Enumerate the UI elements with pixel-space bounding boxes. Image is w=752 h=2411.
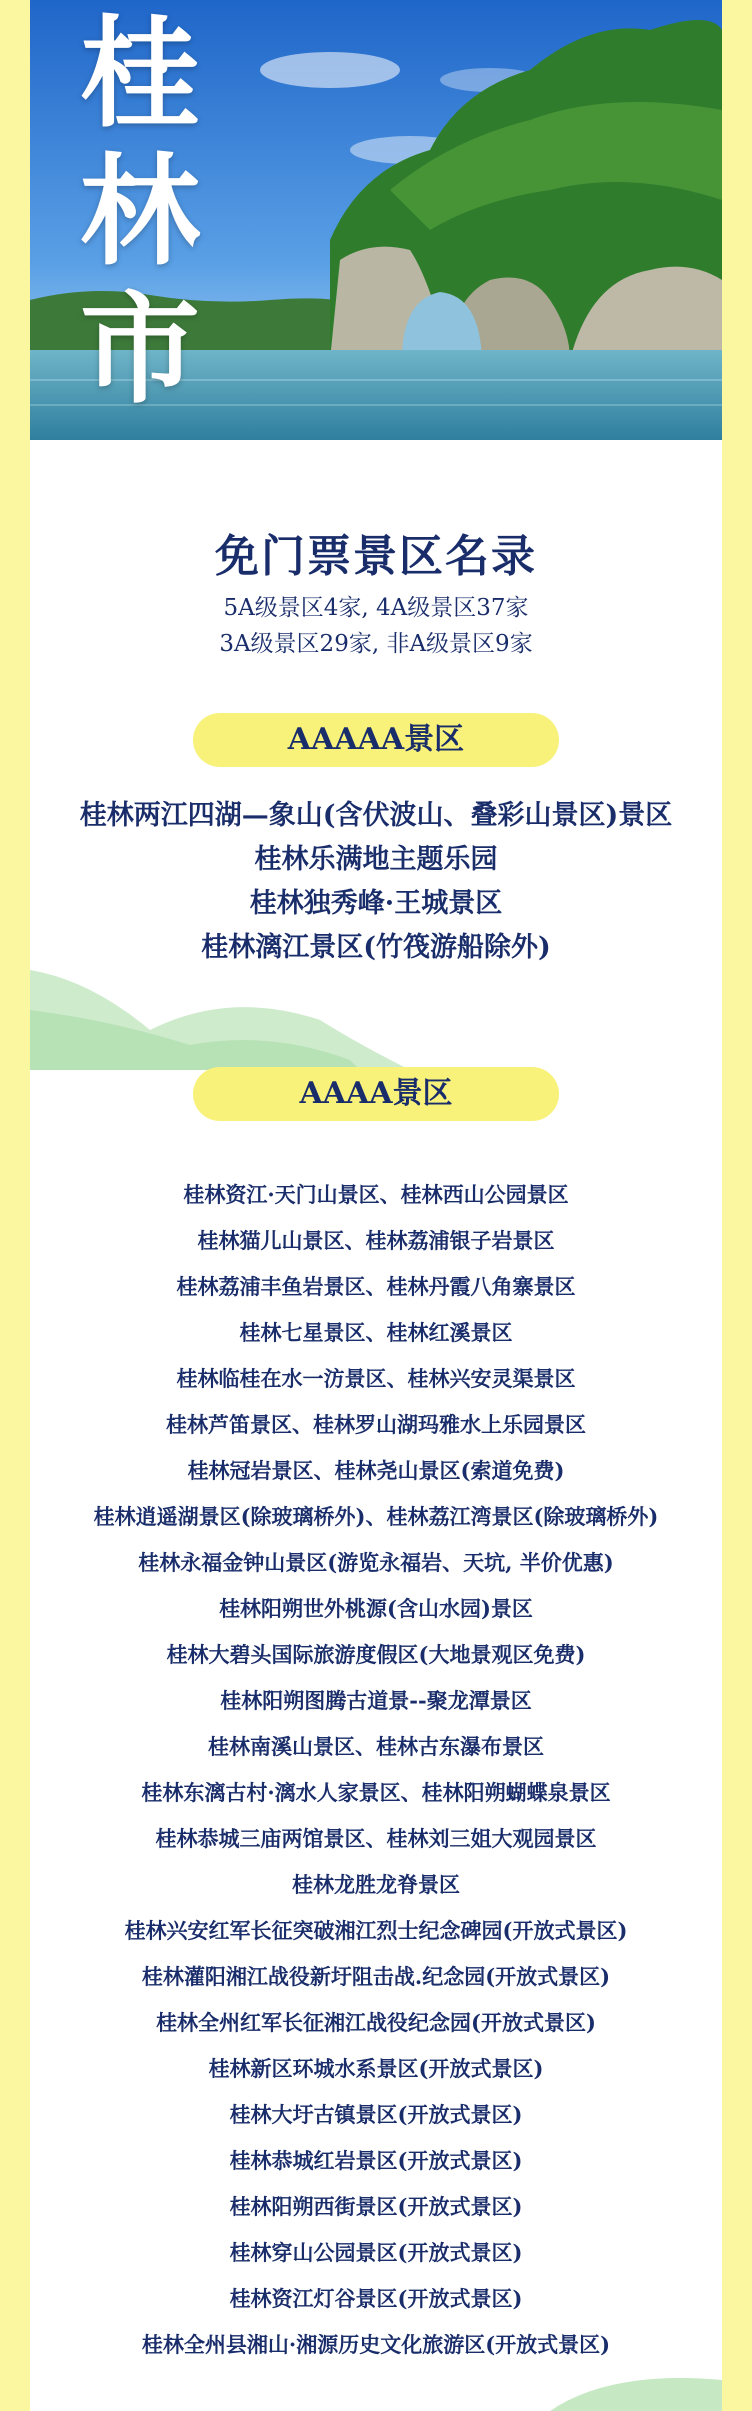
list-item: 桂林七星景区、桂林红溪景区 [239,1320,513,1345]
list-item: 桂林逍遥湖景区(除玻璃桥外)、桂林荔江湾景区(除玻璃桥外) [93,1504,659,1529]
list-item: 桂林全州县湘山·湘源历史文化旅游区(开放式景区) [141,2332,611,2357]
list-item: 桂林资江灯谷景区(开放式景区) [229,2286,523,2311]
list-item: 桂林龙胜龙脊景区 [292,1872,460,1897]
content-panel [30,0,722,2411]
list-item: 桂林穿山公园景区(开放式景区) [229,2240,523,2265]
city-title-char: 市 [80,281,200,420]
list-item: 桂林阳朔世外桃源(含山水园)景区 [219,1596,533,1621]
city-title-char: 桂 [80,5,200,144]
list-item: 桂林临桂在水一汸景区、桂林兴安灵渠景区 [176,1366,576,1391]
list-item: 桂林独秀峰·王城景区 [249,888,503,919]
summary [30,590,722,662]
list-5a [30,794,722,970]
hill-decoration-bottom [550,2370,722,2411]
list-item: 桂林南溪山景区、桂林古东瀑布景区 [208,1734,544,1759]
list-item: 桂林芦笛景区、桂林罗山湖玛雅水上乐园景区 [166,1412,586,1437]
list-item: 桂林乐满地主题乐园 [254,844,498,875]
list-item: 桂林阳朔西街景区(开放式景区) [229,2194,523,2219]
list-item: 桂林猫儿山景区、桂林荔浦银子岩景区 [197,1228,555,1253]
list-item: 桂林永福金钟山景区(游览永福岩、天坑, 半价优惠) [138,1550,614,1575]
list-item: 桂林兴安红军长征突破湘江烈士纪念碑园(开放式景区) [124,1918,628,1943]
list-item: 桂林灌阳湘江战役新圩阻击战.纪念园(开放式景区) [141,1964,611,1989]
list-item: 桂林荔浦丰鱼岩景区、桂林丹霞八角寨景区 [176,1274,576,1299]
section-label-4a: AAAA景区 [193,1067,559,1121]
section-label-5a: AAAAA景区 [193,713,559,767]
list-item: 桂林两江四湖—象山(含伏波山、叠彩山景区)景区 [79,800,673,831]
list-item: 桂林全州红军长征湘江战役纪念园(开放式景区) [156,2010,596,2035]
list-item: 桂林新区环城水系景区(开放式景区) [208,2056,544,2081]
city-title [70,6,210,420]
elephant-trunk-hill-photo [30,0,722,440]
list-item: 桂林阳朔图腾古道景--聚龙潭景区 [220,1688,532,1713]
summary-line: 3A级景区29家, 非A级景区9家 [219,631,533,657]
list-item: 桂林大碧头国际旅游度假区(大地景观区免费) [166,1642,586,1667]
list-item: 桂林冠岩景区、桂林尧山景区(索道免费) [187,1458,565,1483]
list-item: 桂林漓江景区(竹筏游船除外) [201,932,551,963]
list-4a [30,1172,722,2368]
page-title: 免门票景区名录 [215,531,537,582]
summary-line: 5A级景区4家, 4A级景区37家 [223,595,529,621]
list-item: 桂林资江·天门山景区、桂林西山公园景区 [183,1182,569,1207]
list-item: 桂林东漓古村·漓水人家景区、桂林阳朔蝴蝶泉景区 [141,1780,611,1805]
hill-decoration [30,950,722,1070]
list-item: 桂林恭城红岩景区(开放式景区) [229,2148,523,2173]
list-item: 桂林恭城三庙两馆景区、桂林刘三姐大观园景区 [155,1826,597,1851]
city-title-char: 林 [80,143,200,282]
list-item: 桂林大圩古镇景区(开放式景区) [229,2102,523,2127]
